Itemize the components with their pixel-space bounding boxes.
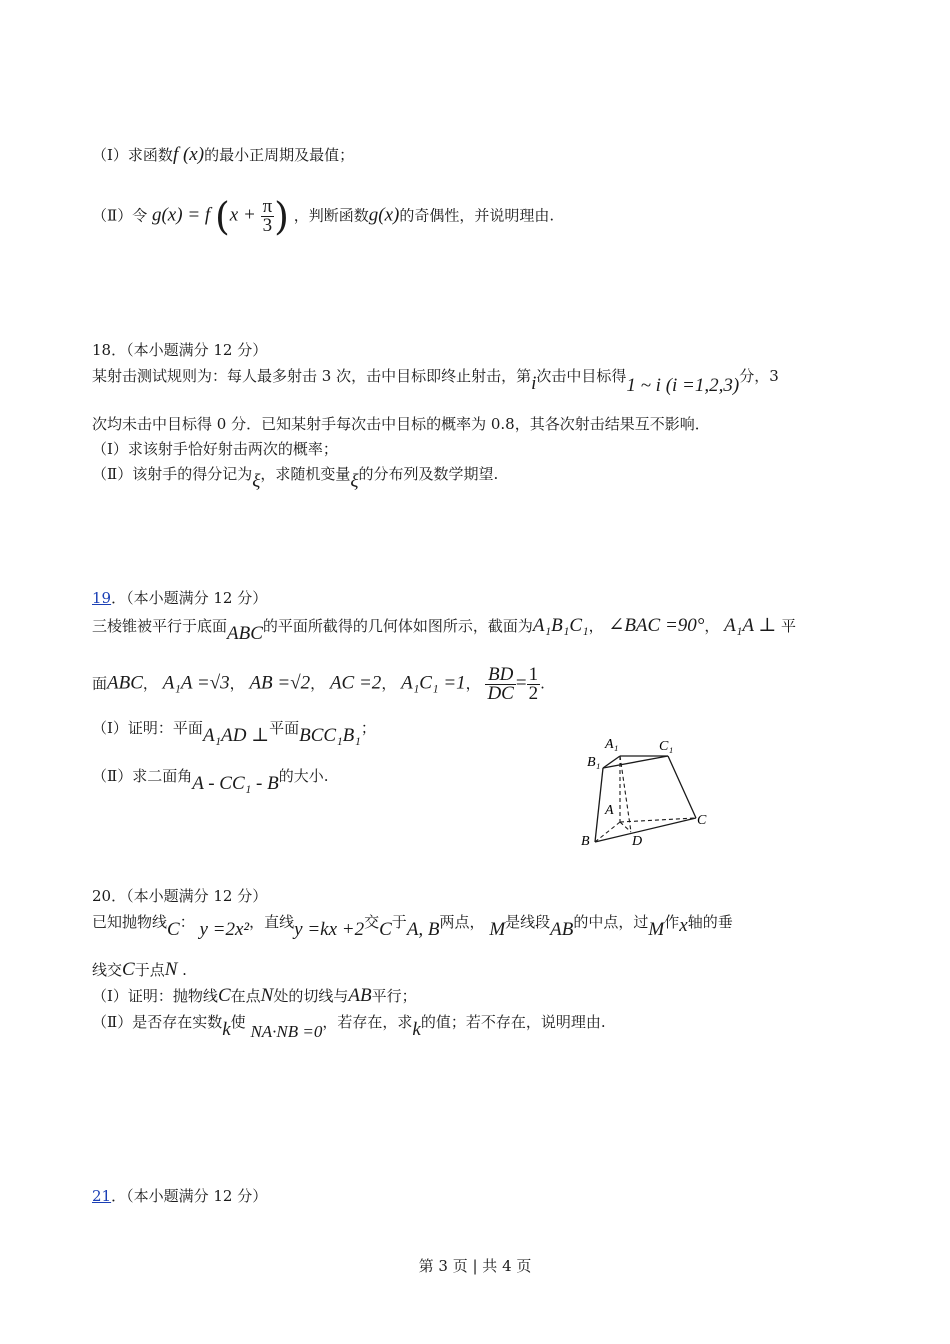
math-ab: AB [348,985,372,1006]
question-link-21[interactable]: 21 [92,1187,112,1205]
label-b1: B₁ [587,755,601,770]
text: （Ⅰ）求函数 [92,146,173,164]
text: ．（本小题满分 12 分） [111,1187,268,1205]
text: 作 [664,913,680,931]
frac-num: 1 [528,664,539,685]
q20-line2: 线交C于点N . [92,959,187,980]
math-eq1: A₁A =√3 [162,672,230,694]
edge-b1-c1 [603,756,668,768]
right-paren: ) [274,194,289,239]
math-abc: ABC [107,672,143,694]
math-eq2: AB =√2 [249,672,311,694]
q20-line3 [92,986,417,1006]
text: 是线段 [505,913,551,931]
math-x: x [679,915,688,936]
q21-header [92,1186,267,1206]
q18-line2: 次均未击中目标得 0 分．已知某射手每次击中目标的概率为 0.8，其各次射击结果互不影响． [92,415,710,433]
text: 分，3 [739,367,779,385]
math-c: C [217,985,231,1006]
label-a: A [605,803,614,818]
text: 处的切线与 [273,987,349,1005]
math-parabola: y =2x² [199,919,250,940]
q19-line3: （Ⅰ）证明：平面A₁AD ⊥平面BCC₁B₁； [92,719,376,746]
math-xi: ξ [350,471,359,492]
hidden-edge-a-d [620,822,631,832]
math-ab: AB [550,919,574,940]
q20-header: 20．（本小题满分 12 分） [92,887,268,905]
text: 在点 [230,987,261,1005]
math-xi: ξ [252,471,261,492]
math-n: N [260,985,274,1006]
math-plane-bcc1b1: BCC₁B₁ [299,725,361,746]
math-points-a-b: A, B [406,919,440,940]
text: 面 [92,674,108,693]
math-g-eq: g(x) = f [151,204,211,226]
q18-line4 [92,464,498,492]
math-eq3: AC =2 [329,672,382,694]
math-c: C [167,919,180,940]
math-k: k [412,1019,421,1040]
fraction-bd-dc [485,666,515,703]
text: 次击中目标得 [536,367,627,385]
text: 线交 [92,961,123,979]
q19-line1: 三棱锥被平行于底面ABC的平面所截得的几何体如图所示，截面为A₁B₁C₁， ∠BAC =90°， A₁A ⊥ 平 [92,615,797,644]
text: 的最小正周期及最值； [204,146,355,164]
math-plane-a1ad: A₁AD ⊥ [202,725,270,746]
text: 平面 [269,719,300,737]
q20-line4 [92,1012,606,1042]
text: （Ⅱ）求二面角 [92,767,193,785]
label-c1: C₁ [659,739,674,754]
math-n: N [164,959,178,980]
text: （Ⅱ）令 [92,206,148,225]
q17-part1 [92,145,354,165]
text: ，直线 [249,913,295,931]
text: 的值；若不存在，说明理由. [420,1013,606,1031]
q18-header: 18．（本小题满分 12 分） [92,341,268,359]
label-b: B [581,834,590,849]
text: 的大小. [278,767,329,785]
frac-num: π [262,196,273,217]
edge-c1-c [668,756,696,818]
math-abc: ABC [227,623,263,644]
hidden-edge-a-c [620,818,696,822]
q19-line2: 面ABC， A₁A =√3， AB =√2， AC =2， A₁C₁ =1， $\frac{BD}{DC}$ = $\frac{1}{2}$ . [92,664,545,704]
text: ，求随机变量 [260,465,351,483]
math-dot-product: NA·NB =0 [250,1022,323,1041]
math-a1a-perp: A₁A ⊥ [724,615,777,636]
math-eq4: A₁C₁ =1 [401,672,466,694]
math-x-plus: x + [229,204,256,226]
q19-header [92,588,267,608]
text: 使 [230,1013,246,1031]
text: （Ⅱ）该射手的得分记为 [92,465,253,483]
q19-line4 [92,766,328,794]
text: 三棱锥被平行于底面 [92,617,228,635]
math-a1b1c1: A₁B₁C₁ [532,615,589,636]
text: 平 [781,617,797,635]
math-m: M [489,919,506,940]
label-a1: A₁ [605,737,619,752]
text: 轴的垂 [687,913,733,931]
text: ，若存在，求 [322,1013,413,1031]
fraction-half [527,666,541,703]
math-dihedral: A - CC₁ - B [192,773,279,794]
text: ，判断函数 [293,206,369,225]
frac-den: DC [487,683,514,704]
text: 交 [364,913,380,931]
math-c: C [379,919,392,940]
math-f-x: f (x) [172,144,205,165]
text: 的奇偶性，并说明理由. [399,206,555,225]
text: 平行； [371,987,417,1005]
frustum-figure [575,732,725,852]
text: （Ⅱ）是否存在实数 [92,1013,223,1031]
text: 于点 [134,961,165,979]
text: 已知抛物线 [92,913,168,931]
math-i: i [531,373,537,394]
fraction-pi-3 [261,198,275,235]
math-g-x: g(x) [368,204,400,226]
label-c: C [697,813,707,828]
text: ．（本小题满分 12 分） [111,589,268,607]
frac-num: BD [485,666,515,685]
left-paren: ( [214,194,230,239]
q20-line1: 已知抛物线C： y =2x²，直线y =kx +2交C于A, B两点， M是线段AB的中点，过M作x轴的垂 [92,913,733,940]
page-footer: 第 3 页 | 共 4 页 [418,1257,532,1275]
q17-part2 [92,194,555,239]
q18-line1 [92,366,779,396]
text: 于 [391,913,407,931]
math-score: 1 ~ i (i =1,2,3) [626,375,740,396]
text: 的中点，过 [573,913,649,931]
question-link-19[interactable]: 19 [92,589,112,607]
text: （Ⅰ）证明：平面 [92,719,203,737]
edge-b1-b [595,768,603,842]
hidden-edge-a1-d [620,756,631,832]
math-m: M [648,919,665,940]
math-line: y =kx +2 [294,919,365,940]
math-c: C [122,959,135,980]
text: 的平面所截得的几何体如图所示，截面为 [262,617,533,635]
text: 某射击测试规则为：每人最多射击 3 次，击中目标即终止射击，第 [92,367,532,385]
frac-den: 2 [528,683,539,704]
text: （Ⅰ）证明：抛物线 [92,987,218,1005]
text: 的分布列及数学期望. [358,465,499,483]
math-angle-bac: ∠BAC =90° [608,615,705,636]
label-d: D [632,834,643,849]
text: 两点， [439,913,485,931]
math-k: k [222,1019,231,1040]
q18-line3: （Ⅰ）求该射手恰好射击两次的概率； [92,440,338,458]
edge-b-c [595,818,696,842]
frac-den: 3 [262,215,273,236]
